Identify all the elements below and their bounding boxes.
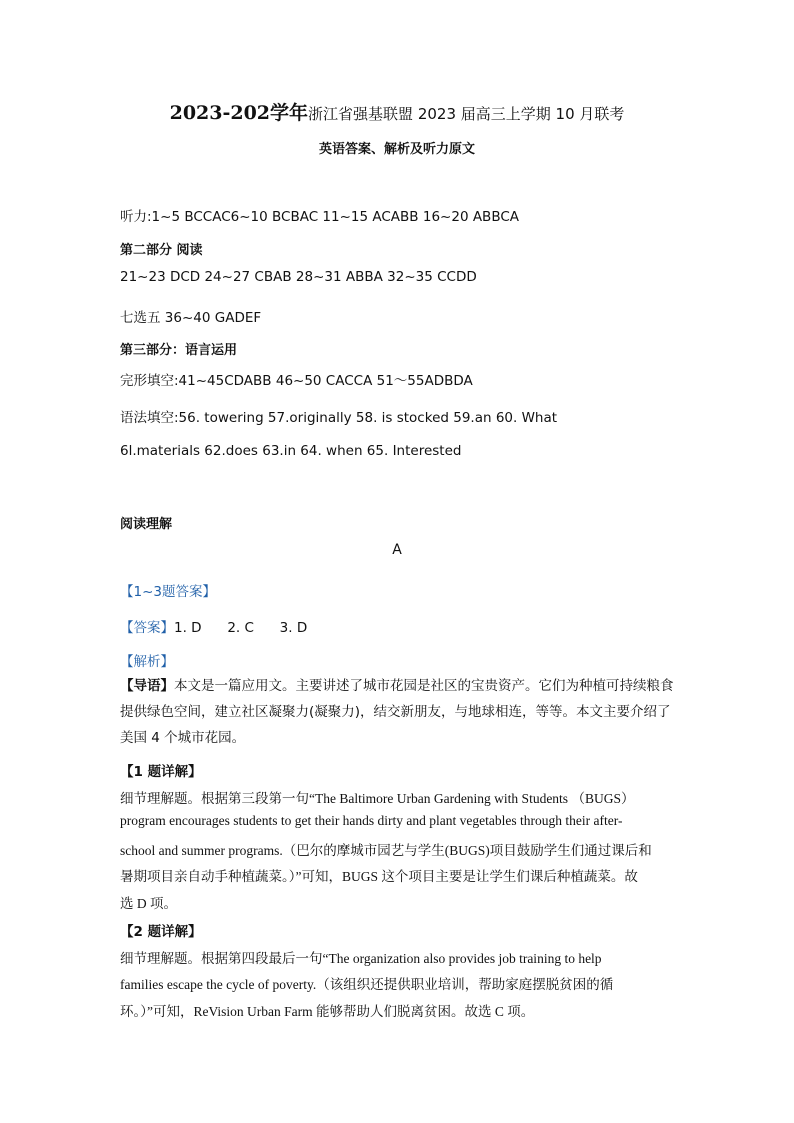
answer-line <box>120 616 307 636</box>
q1-line-5: 选 D 项。 <box>120 896 177 911</box>
intro-text: 本文是一篇应用文。主要讲述了城市花园是社区的宝贵资产。它们为种植可持续粮食提供绿色空间，建立社区凝聚力(凝聚力)，结交新朋友，与地球相连，等等。本文主要介绍了美国 4 个城市花园。 <box>120 678 674 746</box>
page-title <box>0 98 794 125</box>
title-year-suffix: 学年 <box>270 102 309 124</box>
q1-line-2: program encourages students to get their hands dirty and plant vegetables through their after- <box>120 813 623 828</box>
part2-heading: 第二部分 阅读 <box>120 243 203 258</box>
grammar-answers-line2: 6l.materials 62.does 63.in 64. when 65. Interested <box>120 443 462 459</box>
question-block-label: 【1~3题答案】 <box>120 584 216 600</box>
answer-values: 1. D 2. C 3. D <box>174 620 308 636</box>
q1-label: 【1 题详解】 <box>120 764 202 780</box>
title-rest: 浙江省强基联盟 2023 届高三上学期 10 月联考 <box>308 105 625 123</box>
cloze-answers: 完形填空:41~45CDABB 46~50 CACCA 51～55ADBDA <box>120 373 473 389</box>
reading-section-heading: 阅读理解 <box>120 517 173 532</box>
q2-line-3: 环。）”可知，ReVision Urban Farm 能够帮助人们脱离贫困。故选 C 项。 <box>120 1004 535 1019</box>
q2-line-1: 细节理解题。根据第四段最后一句“The organization also provides job training to help <box>120 951 602 966</box>
title-year: 2023-202 <box>169 102 271 124</box>
passage-letter: A <box>392 542 402 558</box>
grammar-answers-line1: 语法填空:56. towering 57.originally 58. is stocked 59.an 60. What <box>120 410 558 426</box>
answer-label: 【答案】 <box>120 620 174 636</box>
q2-line-2: families escape the cycle of poverty.（该组织还提供职业培训，帮助家庭摆脱贫困的循 <box>120 977 614 992</box>
q1-line-1: 细节理解题。根据第三段第一句“The Baltimore Urban Gardening with Students （BUGS） <box>120 791 635 806</box>
q1-line-3: school and summer programs.（巴尔的摩城市园艺与学生(BUGS)项目鼓励学生们通过课后和 <box>120 843 652 858</box>
q1-line-4: 暑期项目亲自动手种植蔬菜。）”可知，BUGS 这个项目主要是让学生们课后种植蔬菜。故 <box>120 869 638 884</box>
intro-paragraph <box>120 673 680 751</box>
q2-label: 【2 题详解】 <box>120 924 202 940</box>
page-subtitle: 英语答案、解析及听力原文 <box>318 142 475 157</box>
listening-answers: 听力:1~5 BCCAC6~10 BCBAC 11~15 ACABB 16~20 ABBCA <box>120 209 520 225</box>
reading-answers: 21~23 DCD 24~27 CBAB 28~31 ABBA 32~35 CCDD <box>120 269 477 285</box>
seven-choose-five-answers: 七选五 36~40 GADEF <box>120 310 262 326</box>
analysis-label: 【解析】 <box>120 654 174 670</box>
intro-label: 【导语】 <box>120 678 174 694</box>
part3-heading: 第三部分：语言运用 <box>120 343 238 358</box>
